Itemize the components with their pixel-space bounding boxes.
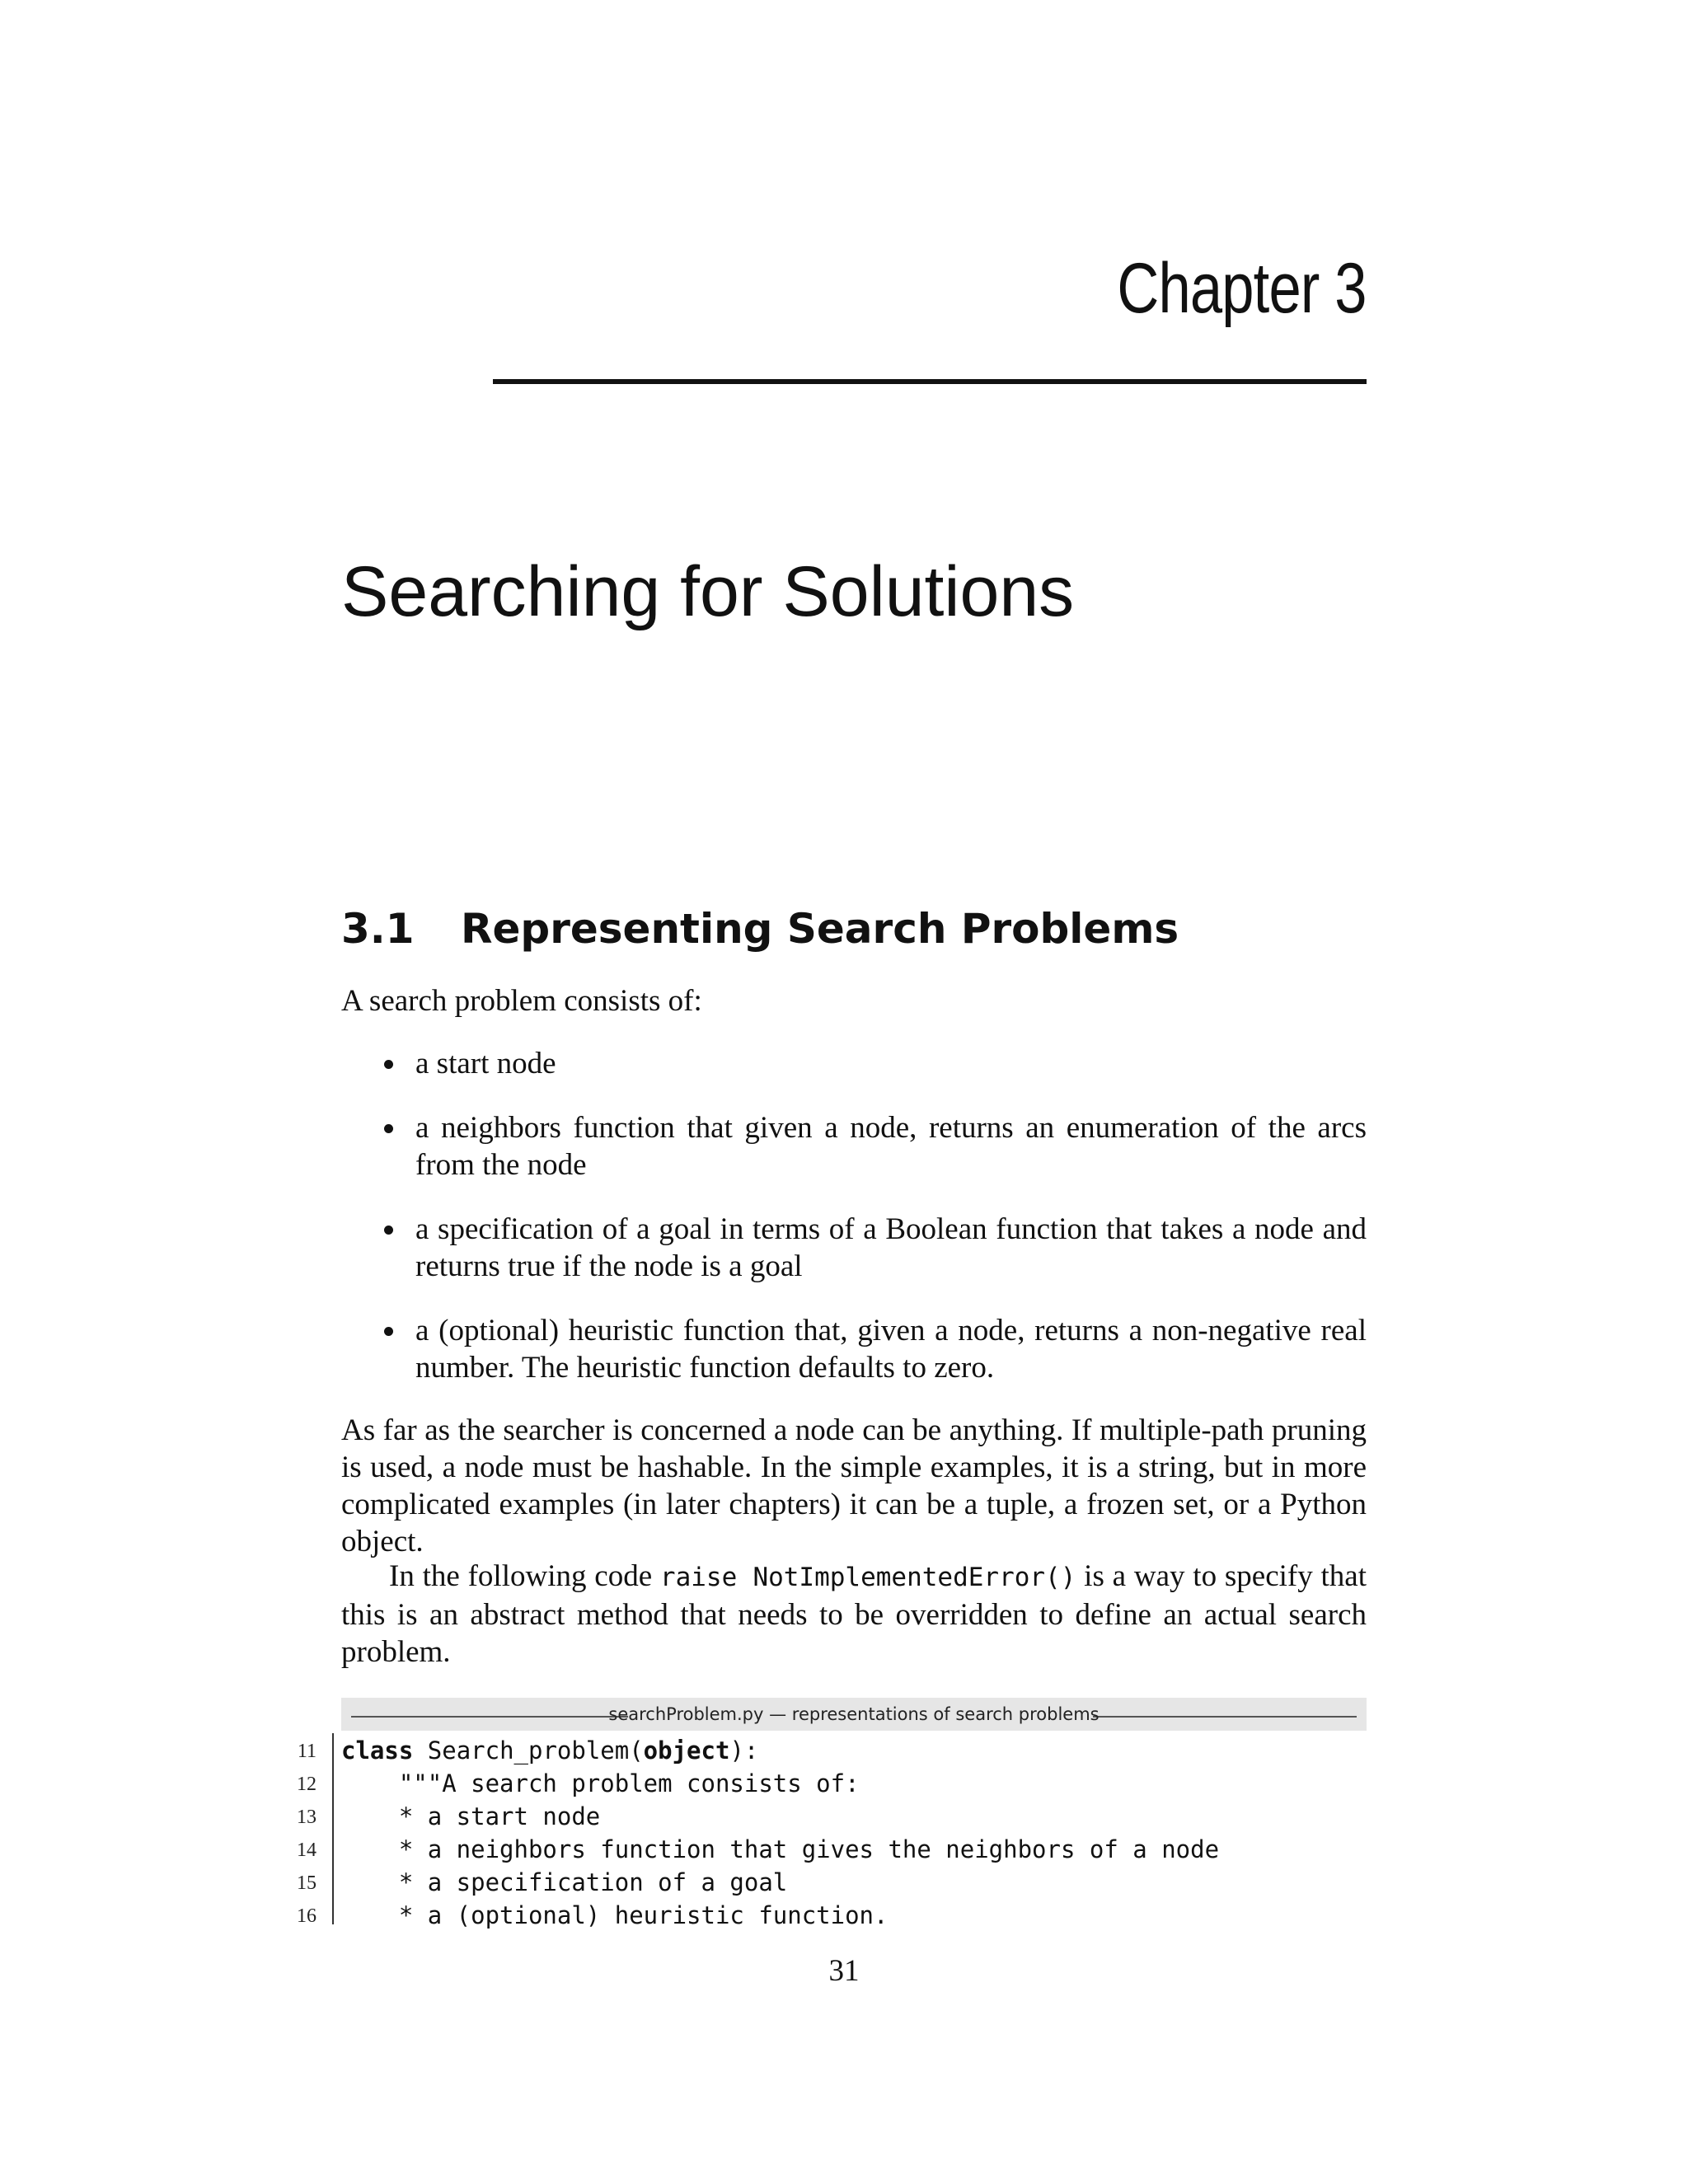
- list-item: [379, 1211, 1367, 1285]
- paragraph-node-description: As far as the searcher is concerned a node can be anything. If multiple-path pruning is used, a node must be hashable. In the simple examples, it is a string, but in more complicated examples (in later chapters) it can be a tuple, a frozen set, or a Python object.: [341, 1413, 1367, 1558]
- section-heading: [341, 902, 1179, 955]
- code-fragment: ):: [729, 1736, 759, 1765]
- code-text: * a neighbors function that gives the neighbors of a node: [341, 1835, 1220, 1863]
- intro-text: A search problem consists of:: [341, 984, 702, 1018]
- code-line: [0, 1767, 1688, 1800]
- section-number: 3.1: [341, 905, 415, 953]
- code-text: * a specification of a goal: [341, 1868, 788, 1896]
- code-text: * a start node: [341, 1802, 601, 1830]
- bullet-text: a (optional) heuristic function that, given a node, returns a non-negative real number. The heuristic function defaults to zero.: [415, 1314, 1367, 1385]
- line-number: 11: [297, 1741, 316, 1762]
- code-line: [0, 1734, 1688, 1767]
- line-number: 13: [297, 1807, 316, 1828]
- code-text: """A search problem consists of:: [341, 1769, 860, 1797]
- chapter-title: Searching for Solutions: [341, 552, 1075, 631]
- line-number: 15: [297, 1872, 316, 1894]
- bullet-icon: [384, 1124, 393, 1133]
- code-listing-caption: searchProblem.py — representations of search problems: [608, 1704, 1100, 1724]
- line-number: 14: [297, 1840, 316, 1861]
- code-line: [0, 1866, 1688, 1899]
- list-item: [379, 1109, 1367, 1183]
- code-line: [0, 1800, 1688, 1833]
- bullet-icon: [384, 1060, 393, 1069]
- paragraph-text-before: In the following code: [389, 1559, 660, 1593]
- code-keyword: class: [341, 1736, 414, 1765]
- bullet-icon: [384, 1327, 393, 1336]
- bullet-text: a neighbors function that given a node, returns an enumeration of the arcs from the node: [415, 1111, 1367, 1182]
- bullet-list: [379, 1045, 1367, 1386]
- code-text: [341, 1734, 758, 1767]
- code-text: * a (optional) heuristic function.: [341, 1901, 889, 1929]
- code-line: [0, 1833, 1688, 1866]
- section-title: Representing Search Problems: [461, 905, 1179, 953]
- chapter-rule: [493, 379, 1367, 384]
- bullet-text: a start node: [415, 1047, 556, 1080]
- code-line: [0, 1899, 1688, 1932]
- inline-code: raise NotImplementedError(): [659, 1563, 1076, 1592]
- page-number: 31: [828, 1954, 860, 1988]
- paragraph-text-after: is a way to specify that this is an abstract method that needs to be overridden to define an actual search problem.: [341, 1559, 1367, 1669]
- list-item: [379, 1045, 1367, 1082]
- paragraph-abstract-method: [341, 1558, 1367, 1671]
- bullet-text: a specification of a goal in terms of a Boolean function that takes a node and returns true if the node is a goal: [415, 1212, 1367, 1283]
- line-number: 16: [297, 1905, 316, 1927]
- line-number: 12: [297, 1774, 316, 1795]
- list-item: [379, 1312, 1367, 1386]
- code-listing-header: [341, 1698, 1367, 1731]
- chapter-label: Chapter 3: [1117, 249, 1367, 328]
- bullet-icon: [384, 1226, 393, 1235]
- code-keyword: object: [643, 1736, 730, 1765]
- code-fragment: Search_problem(: [413, 1736, 644, 1765]
